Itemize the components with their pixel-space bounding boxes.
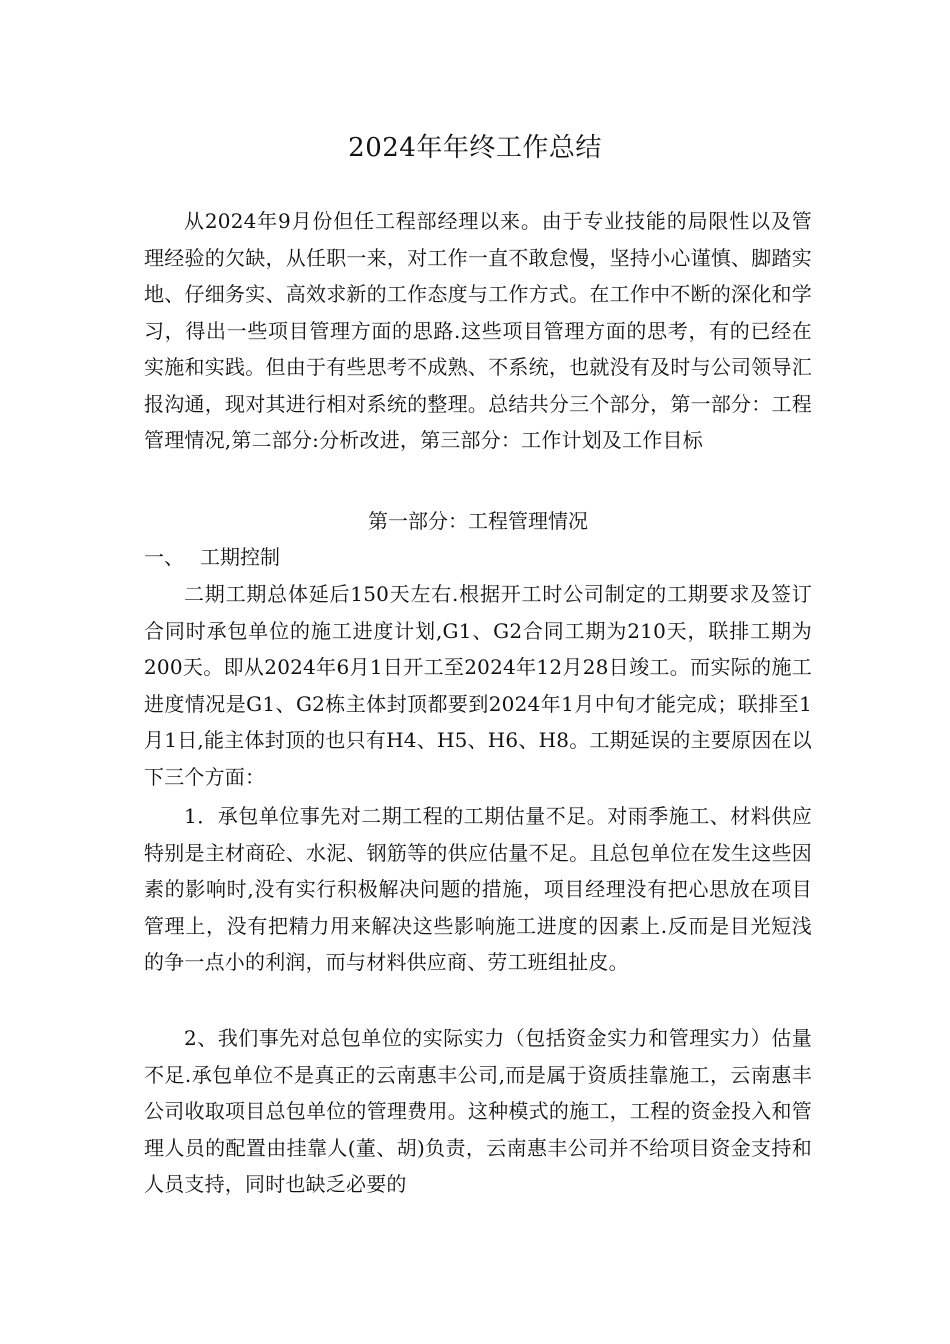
document-title: 2024年年终工作总结 [348,133,602,163]
intro-paragraph: 从2024年9月份但任工程部经理以来。由于专业技能的局限性以及管理经验的欠缺，从任职一来，对工作一直不敢怠慢，坚持小心谨慎、脚踏实地、仔细务实、高效求新的工作态度与工作方式。在工作中不断的深化和学习，得出一些项目管理方面的思路.这些项目管理方面的思考，有的已经在实施和实践。但由于有些思考不成熟、不系统，也就没有及时与公司领导汇报沟通，现对其进行相对系统的整理。总结共分三个部分，第一部分：工程管理情况,第二部分:分析改进，第三部分：工作计划及工作目标 [144,209,812,452]
schedule-paragraph: 二期工期总体延后150天左右.根据开工时公司制定的工期要求及签订合同时承包单位的施工进度计划,G1、G2合同工期为210天，联排工期为200天。即从2024年6月1日开工至2024年12月28日竣工。而实际的施工进度情况是G1、G2栋主体封顶都要到2024年1月中旬才能完成；联排至1月1日,能主体封顶的也只有H4、H5、H6、H8。工期延误的主要原因在以下三个方面： [144,582,812,789]
reason-one-paragraph: 1．承包单位事先对二期工程的工期估量不足。对雨季施工、材料供应特别是主材商砼、水泥、钢筋等的供应估量不足。且总包单位在发生这些因素的影响时,没有实行积极解决问题的措施，项目经理没有把心思放在项目管理上，没有把精力用来解决这些影响施工进度的因素上.反而是目光短浅的争一点小的利润，而与材料供应商、劳工班组扯皮。 [144,804,812,974]
section-title: 工期控制 [200,545,280,569]
section-heading-schedule [144,539,812,576]
reason-two-paragraph: 2、我们事先对总包单位的实际实力（包括资金实力和管理实力）估量不足.承包单位不是真正的云南惠丰公司,而是属于资质挂靠施工，云南惠丰公司收取项目总包单位的管理费用。这种模式的施工，工程的资金投入和管理人员的配置由挂靠人(董、胡)负责，云南惠丰公司并不给项目资金支持和人员支持，同时也缺乏必要的 [144,1026,812,1196]
section-number: 一、 [144,545,184,569]
part-one-heading: 第一部分：工程管理情况 [368,509,588,533]
